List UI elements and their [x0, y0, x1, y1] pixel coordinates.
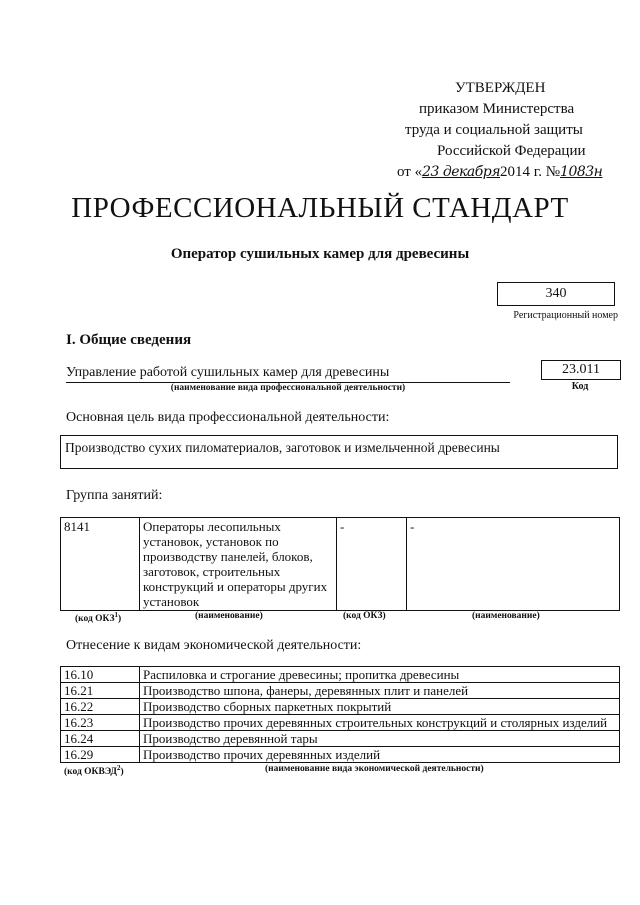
okved-code-cell: 16.23 [61, 715, 140, 731]
date-prefix: от « [397, 164, 423, 180]
okved-code-cell: 16.21 [61, 683, 140, 699]
table-row [61, 667, 620, 683]
okz-name2-cell: - [407, 518, 620, 611]
okved-name-cell: Распиловка и строгание древесины; пропитка древесины [140, 667, 620, 683]
page-title: ПРОФЕССИОНАЛЬНЫЙ СТАНДАРТ [71, 192, 569, 224]
table-row [61, 699, 620, 715]
activity-code-label: Код [571, 381, 589, 392]
occupations-table [60, 517, 620, 611]
caption-okz2: (код ОКЗ) [343, 611, 386, 621]
approval-line: Российской Федерации [437, 143, 586, 159]
occupations-label: Группа занятий: [66, 488, 163, 503]
approval-line: приказом Министерства [419, 101, 575, 117]
activity-name: Управление работой сушильных камер для древесины [66, 365, 510, 383]
okved-code-cell: 16.22 [61, 699, 140, 715]
caption-okved: (код ОКВЭД$^2$) [64, 764, 124, 778]
goal-text: Производство сухих пиломатериалов, заготовок и измельченной древесины [60, 435, 618, 469]
section-heading: I. Общие сведения [66, 332, 192, 348]
approval-line: УТВЕРЖДЕН [455, 80, 546, 96]
okz-code-cell: 8141 [61, 518, 140, 611]
caption-okz: (код ОКЗ$^1$) [75, 611, 122, 625]
table-row [61, 518, 620, 611]
approval-block [397, 78, 627, 183]
okz-name-cell: Операторы лесопильных установок, установок по производству панелей, блоков, заготовок, строительных конструкций и операторы других установок [140, 518, 337, 611]
okz-code2-cell: - [337, 518, 407, 611]
okved-name-cell: Производство сборных паркетных покрытий [140, 699, 620, 715]
handwritten-number: 1083н [560, 164, 603, 180]
table-row [61, 747, 620, 763]
okved-code-cell: 16.10 [61, 667, 140, 683]
table-row [61, 715, 620, 731]
caption-name2: (наименование) [472, 611, 540, 621]
standard-subtitle: Оператор сушильных камер для древесины [170, 246, 470, 262]
okved-name-cell: Производство деревянной тары [140, 731, 620, 747]
okved-name-cell: Производство шпона, фанеры, деревянных плит и панелей [140, 683, 620, 699]
okved-table [60, 666, 620, 763]
okved-code-cell: 16.29 [61, 747, 140, 763]
approval-line: труда и социальной защиты [405, 122, 583, 138]
approval-date-line [397, 162, 627, 183]
goal-label: Основная цель вида профессиональной деятельности: [66, 410, 390, 425]
okved-code-cell: 16.24 [61, 731, 140, 747]
economic-label: Отнесение к видам экономической деятельности: [66, 638, 362, 653]
okved-name-cell: Производство прочих деревянных изделий [140, 747, 620, 763]
table-row [61, 683, 620, 699]
handwritten-date: 23 декабря [422, 164, 501, 180]
date-year: 2014 г. № [500, 164, 561, 180]
caption-econ-name: (наименование вида экономической деятельности) [265, 764, 484, 774]
table-row [61, 731, 620, 747]
activity-code: 23.011 [541, 360, 621, 380]
activity-caption: (наименование вида профессиональной деятельности) [170, 383, 406, 393]
registration-label: Регистрационный номер [513, 310, 618, 321]
okved-name-cell: Производство прочих деревянных строительных конструкций и столярных изделий [140, 715, 620, 731]
caption-name: (наименование) [195, 611, 263, 621]
registration-number: 340 [497, 282, 615, 306]
